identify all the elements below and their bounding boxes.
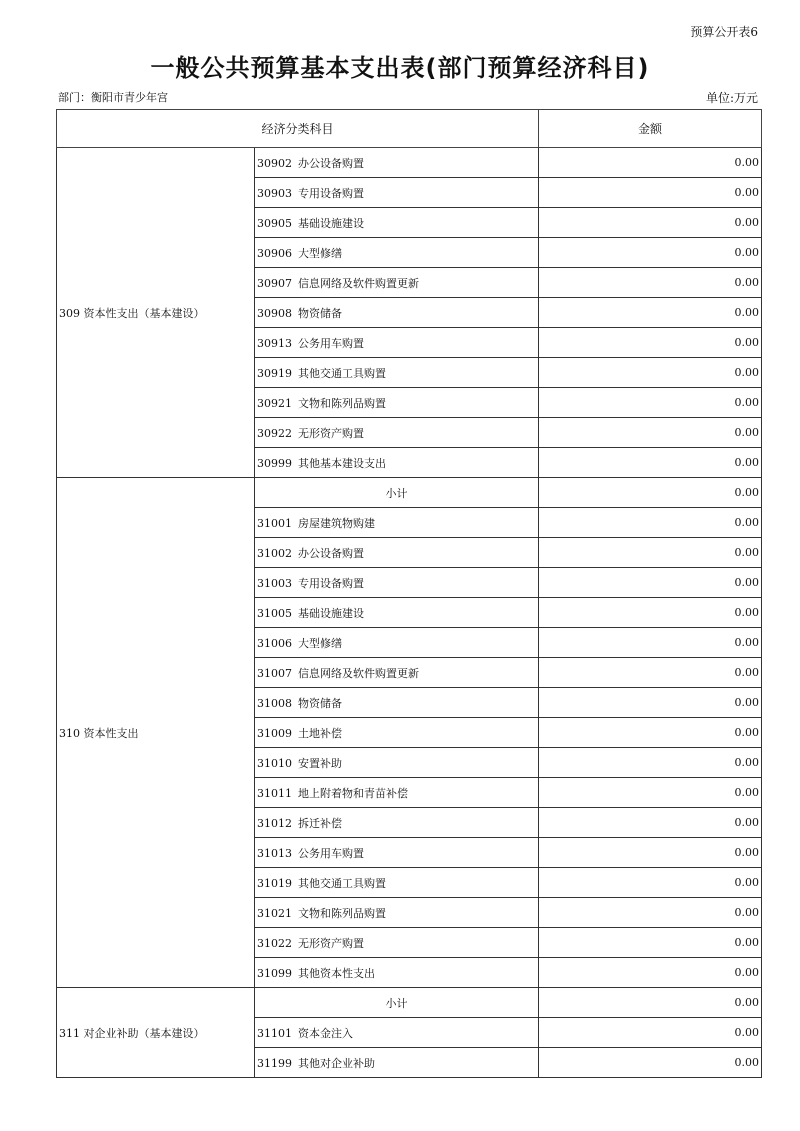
- column-header-category: 经济分类科目: [57, 110, 539, 148]
- item-amount: 0.00: [539, 1048, 762, 1078]
- table-body: [57, 148, 762, 1078]
- table-row: [57, 148, 762, 178]
- item-amount: 0.00: [539, 928, 762, 958]
- subtotal-amount: 0.00: [539, 988, 762, 1018]
- item-amount: 0.00: [539, 328, 762, 358]
- item-code: 30999: [257, 456, 292, 470]
- item-cell: [255, 358, 539, 388]
- item-amount: 0.00: [539, 448, 762, 478]
- item-cell: [255, 148, 539, 178]
- item-name: 信息网络及软件购置更新: [298, 276, 419, 290]
- item-code: 30902: [257, 156, 292, 170]
- item-name: 办公设备购置: [298, 156, 364, 170]
- item-code: 30906: [257, 246, 292, 260]
- item-name: 拆迁补偿: [298, 816, 342, 830]
- item-code: 31099: [257, 966, 292, 980]
- item-cell: [255, 928, 539, 958]
- item-amount: 0.00: [539, 568, 762, 598]
- item-amount: 0.00: [539, 808, 762, 838]
- department-label: 部门：衡阳市青少年宫: [58, 91, 168, 104]
- item-cell: [255, 598, 539, 628]
- item-amount: 0.00: [539, 238, 762, 268]
- item-amount: 0.00: [539, 958, 762, 988]
- item-name: 地上附着物和青苗补偿: [298, 786, 408, 800]
- budget-table: [56, 109, 762, 1078]
- item-amount: 0.00: [539, 898, 762, 928]
- subtotal-label: 小计: [255, 988, 539, 1018]
- item-cell: [255, 328, 539, 358]
- item-name: 其他交通工具购置: [298, 876, 386, 890]
- item-code: 31012: [257, 816, 292, 830]
- item-name: 专用设备购置: [298, 186, 364, 200]
- item-name: 房屋建筑物购建: [298, 516, 375, 530]
- item-name: 公务用车购置: [298, 336, 364, 350]
- item-code: 31003: [257, 576, 292, 590]
- form-number: 预算公开表6: [690, 25, 758, 39]
- item-amount: 0.00: [539, 688, 762, 718]
- item-name: 物资储备: [298, 696, 342, 710]
- item-code: 31010: [257, 756, 292, 770]
- item-amount: 0.00: [539, 598, 762, 628]
- item-amount: 0.00: [539, 628, 762, 658]
- group-label: 310 资本性支出: [57, 478, 255, 988]
- item-cell: [255, 208, 539, 238]
- item-cell: [255, 178, 539, 208]
- group-label: 311 对企业补助（基本建设）: [57, 988, 255, 1078]
- item-code: 31101: [257, 1026, 292, 1040]
- item-code: 31006: [257, 636, 292, 650]
- item-cell: [255, 658, 539, 688]
- item-amount: 0.00: [539, 208, 762, 238]
- item-code: 30903: [257, 186, 292, 200]
- subtotal-row: [57, 988, 762, 1018]
- item-amount: 0.00: [539, 838, 762, 868]
- item-cell: [255, 268, 539, 298]
- item-amount: 0.00: [539, 718, 762, 748]
- item-code: 30921: [257, 396, 292, 410]
- item-name: 文物和陈列品购置: [298, 396, 386, 410]
- item-cell: [255, 538, 539, 568]
- item-cell: [255, 898, 539, 928]
- item-code: 30922: [257, 426, 292, 440]
- item-cell: [255, 448, 539, 478]
- item-code: 31009: [257, 726, 292, 740]
- item-code: 31199: [257, 1056, 292, 1070]
- item-code: 31005: [257, 606, 292, 620]
- item-cell: [255, 298, 539, 328]
- item-cell: [255, 718, 539, 748]
- subtotal-amount: 0.00: [539, 478, 762, 508]
- item-cell: [255, 778, 539, 808]
- item-amount: 0.00: [539, 148, 762, 178]
- item-amount: 0.00: [539, 508, 762, 538]
- item-name: 其他基本建设支出: [298, 456, 386, 470]
- item-name: 公务用车购置: [298, 846, 364, 860]
- item-code: 31007: [257, 666, 292, 680]
- item-name: 信息网络及软件购置更新: [298, 666, 419, 680]
- item-code: 31002: [257, 546, 292, 560]
- item-amount: 0.00: [539, 418, 762, 448]
- subtotal-label: 小计: [255, 478, 539, 508]
- item-cell: [255, 748, 539, 778]
- item-code: 31019: [257, 876, 292, 890]
- item-cell: [255, 838, 539, 868]
- item-code: 31021: [257, 906, 292, 920]
- item-code: 31008: [257, 696, 292, 710]
- item-code: 30913: [257, 336, 292, 350]
- item-code: 31011: [257, 786, 292, 800]
- item-name: 专用设备购置: [298, 576, 364, 590]
- item-cell: [255, 1018, 539, 1048]
- item-cell: [255, 688, 539, 718]
- item-amount: 0.00: [539, 388, 762, 418]
- item-code: 31001: [257, 516, 292, 530]
- item-amount: 0.00: [539, 1018, 762, 1048]
- item-amount: 0.00: [539, 748, 762, 778]
- item-name: 基础设施建设: [298, 606, 364, 620]
- item-name: 其他资本性支出: [298, 966, 375, 980]
- item-name: 办公设备购置: [298, 546, 364, 560]
- item-amount: 0.00: [539, 298, 762, 328]
- item-name: 土地补偿: [298, 726, 342, 740]
- item-amount: 0.00: [539, 778, 762, 808]
- unit-label: 单位:万元: [705, 91, 758, 105]
- item-cell: [255, 628, 539, 658]
- item-amount: 0.00: [539, 178, 762, 208]
- item-name: 资本金注入: [298, 1026, 353, 1040]
- item-amount: 0.00: [539, 538, 762, 568]
- item-code: 31022: [257, 936, 292, 950]
- item-cell: [255, 388, 539, 418]
- item-name: 其他对企业补助: [298, 1056, 375, 1070]
- item-name: 无形资产购置: [298, 936, 364, 950]
- item-name: 大型修缮: [298, 636, 342, 650]
- item-name: 安置补助: [298, 756, 342, 770]
- item-cell: [255, 958, 539, 988]
- item-cell: [255, 868, 539, 898]
- item-cell: [255, 568, 539, 598]
- item-name: 物资储备: [298, 306, 342, 320]
- item-name: 其他交通工具购置: [298, 366, 386, 380]
- column-header-amount: 金额: [539, 110, 762, 148]
- item-amount: 0.00: [539, 268, 762, 298]
- item-amount: 0.00: [539, 658, 762, 688]
- item-name: 基础设施建设: [298, 216, 364, 230]
- item-code: 30905: [257, 216, 292, 230]
- item-name: 大型修缮: [298, 246, 342, 260]
- item-amount: 0.00: [539, 868, 762, 898]
- item-amount: 0.00: [539, 358, 762, 388]
- item-cell: [255, 1048, 539, 1078]
- item-cell: [255, 808, 539, 838]
- table-header-row: [57, 110, 762, 148]
- item-code: 30907: [257, 276, 292, 290]
- item-code: 30908: [257, 306, 292, 320]
- item-code: 31013: [257, 846, 292, 860]
- item-name: 文物和陈列品购置: [298, 906, 386, 920]
- item-name: 无形资产购置: [298, 426, 364, 440]
- page-title: 一般公共预算基本支出表(部门预算经济科目): [150, 54, 650, 82]
- group-label: 309 资本性支出（基本建设）: [57, 148, 255, 478]
- item-cell: [255, 508, 539, 538]
- item-code: 30919: [257, 366, 292, 380]
- item-cell: [255, 238, 539, 268]
- subtotal-row: [57, 478, 762, 508]
- item-cell: [255, 418, 539, 448]
